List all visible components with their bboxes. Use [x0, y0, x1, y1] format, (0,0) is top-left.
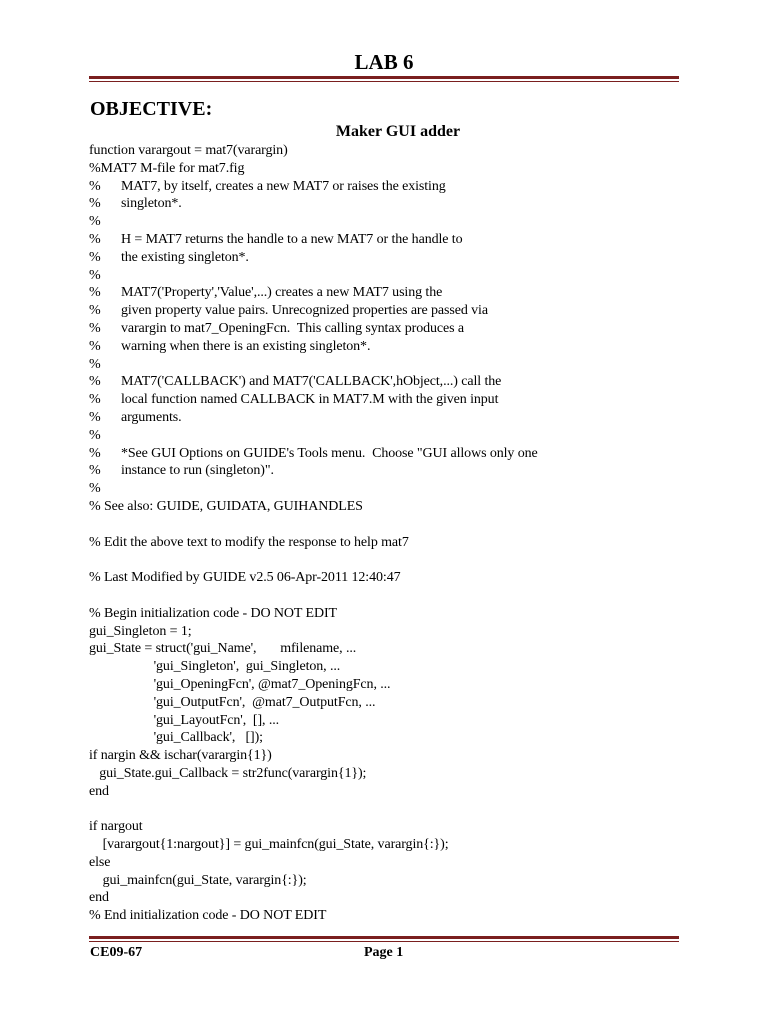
objective-heading: OBJECTIVE: — [90, 98, 213, 120]
header-rule-thick — [89, 76, 679, 79]
code-line: % local function named CALLBACK in MAT7.M with the given input — [89, 392, 499, 408]
code-line: % End initialization code - DO NOT EDIT — [89, 908, 327, 924]
code-line: 'gui_OpeningFcn', @mat7_OpeningFcn, ... — [89, 676, 391, 692]
code-line: % given property value pairs. Unrecognized properties are passed via — [89, 303, 488, 319]
header-rule-thin — [89, 81, 679, 82]
code-line: % MAT7, by itself, creates a new MAT7 or raises the existing — [89, 178, 446, 194]
code-line — [89, 800, 689, 818]
code-line: % MAT7('Property','Value',...) creates a new MAT7 using the — [89, 285, 443, 301]
code-line: else — [89, 854, 111, 870]
code-line — [89, 516, 689, 534]
code-line: % H = MAT7 returns the handle to a new MAT7 or the handle to — [89, 231, 463, 247]
code-line: % — [89, 267, 101, 283]
code-line: % *See GUI Options on GUIDE's Tools menu. Choose "GUI allows only one — [89, 445, 538, 461]
code-line: if nargin && ischar(varargin{1}) — [89, 748, 272, 764]
code-line: % arguments. — [89, 409, 182, 425]
page-title: LAB 6 — [354, 50, 414, 74]
code-line: % Last Modified by GUIDE v2.5 06-Apr-2011 12:40:47 — [89, 570, 401, 586]
code-line: 'gui_OutputFcn', @mat7_OutputFcn, ... — [89, 694, 376, 710]
code-line — [89, 551, 689, 569]
code-line: % — [89, 356, 101, 372]
code-line: % — [89, 427, 101, 443]
code-line: [varargout{1:nargout}] = gui_mainfcn(gui_State, varargin{:}); — [89, 837, 449, 853]
code-line: % warning when there is an existing singleton*. — [89, 338, 371, 354]
code-line: gui_Singleton = 1; — [89, 623, 192, 639]
footer-course-code: CE09-67 — [90, 945, 143, 960]
footer-rule — [89, 936, 679, 942]
code-line: % — [89, 481, 101, 497]
code-line: % the existing singleton*. — [89, 249, 249, 265]
code-line: 'gui_Callback', []); — [89, 730, 263, 746]
code-line: % instance to run (singleton)". — [89, 463, 274, 479]
code-line: end — [89, 890, 109, 906]
footer-rule-thick — [89, 936, 679, 939]
code-line: gui_State = struct('gui_Name', mfilename, ... — [89, 641, 357, 657]
header-rule — [89, 76, 679, 82]
footer-page-number: Page 1 — [364, 945, 404, 960]
code-line: %MAT7 M-file for mat7.fig — [89, 160, 245, 176]
footer-rule-thin — [89, 941, 679, 942]
code-line: % singleton*. — [89, 196, 182, 212]
code-listing — [89, 142, 689, 925]
code-line: % Begin initialization code - DO NOT EDIT — [89, 605, 337, 621]
code-line: if nargout — [89, 819, 143, 835]
code-line: 'gui_Singleton', gui_Singleton, ... — [89, 659, 341, 675]
code-line: % varargin to mat7_OpeningFcn. This calling syntax produces a — [89, 320, 464, 336]
code-line: gui_mainfcn(gui_State, varargin{:}); — [89, 872, 307, 888]
code-line — [89, 587, 689, 605]
code-line: % MAT7('CALLBACK') and MAT7('CALLBACK',hObject,...) call the — [89, 374, 502, 390]
code-line: % See also: GUIDE, GUIDATA, GUIHANDLES — [89, 498, 363, 514]
section-subtitle: Maker GUI adder — [335, 123, 461, 140]
code-line: % — [89, 214, 101, 230]
code-line: end — [89, 783, 109, 799]
code-line: gui_State.gui_Callback = str2func(varargin{1}); — [89, 765, 367, 781]
code-line: function varargout = mat7(varargin) — [89, 143, 288, 158]
code-line: 'gui_LayoutFcn', [], ... — [89, 712, 280, 728]
code-line: % Edit the above text to modify the response to help mat7 — [89, 534, 409, 550]
